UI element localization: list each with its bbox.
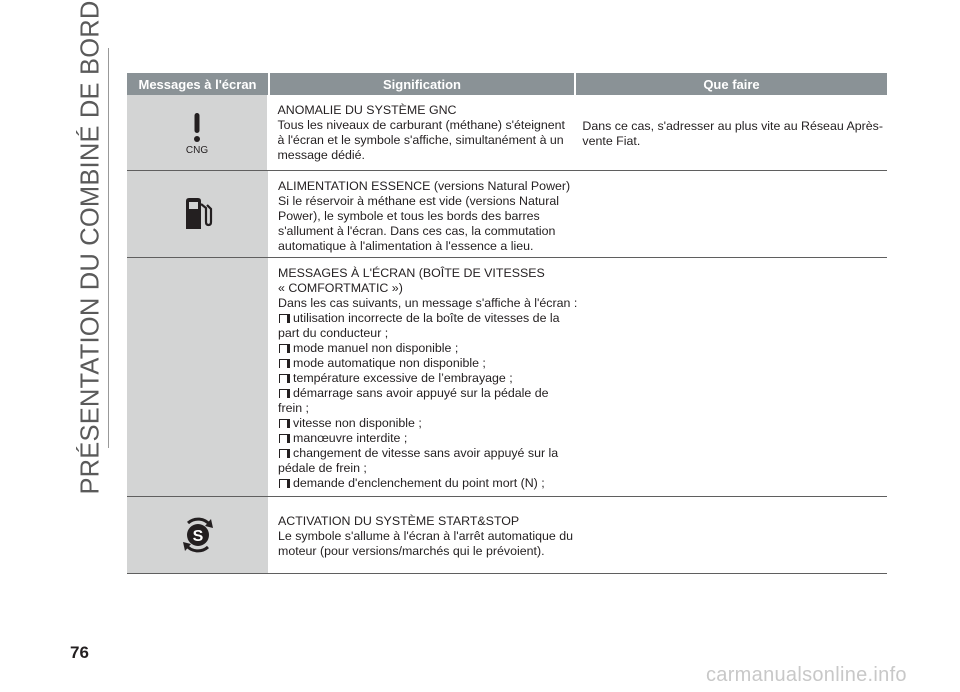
- header-que-faire: Que faire: [703, 76, 760, 92]
- row-title: « COMFORTMATIC »): [278, 281, 403, 295]
- list-item: vitesse non disponible ;: [278, 416, 568, 431]
- bullet-icon: [279, 374, 287, 383]
- page-number: 76: [70, 643, 89, 662]
- table-row: [127, 497, 887, 574]
- list-item: température excessive de l’embrayage ;: [278, 371, 568, 386]
- text-line: Si le réservoir à méthane est vide (versions Natural: [278, 194, 559, 208]
- text-line: vente Fiat.: [582, 134, 641, 148]
- section-title: PRÉSENTATION DU COMBINÉ DE BORD: [76, 0, 105, 495]
- table-row: [127, 171, 887, 258]
- text-line: s'allument à l'écran. Dans ces cas, la commutation: [278, 224, 556, 238]
- list-item: changement de vitesse sans avoir appuyé sur la: [278, 446, 568, 461]
- cng-warning-icon: [182, 111, 212, 155]
- list-item: mode automatique non disponible ;: [278, 356, 568, 371]
- icon-cell: [127, 497, 268, 573]
- signification-cell: [268, 171, 572, 257]
- icon-cell: [127, 171, 268, 257]
- action-cell: [572, 258, 887, 496]
- list-item: utilisation incorrecte de la boîte de vitesses de la: [278, 311, 568, 326]
- row-title: ACTIVATION DU SYSTÈME START&STOP: [278, 514, 520, 528]
- row-title: MESSAGES À L'ÉCRAN (BOÎTE DE VITESSES: [278, 266, 545, 280]
- action-cell: [572, 171, 887, 257]
- list-item: demande d'enclenchement du point mort (N) ;: [278, 476, 568, 491]
- text-line: message dédié.: [277, 148, 365, 162]
- text-line: Tous les niveaux de carburant (méthane) s'éteignent: [277, 118, 566, 132]
- signification-cell: [268, 258, 578, 496]
- text-line: automatique à l'alimentation à l'essence a lieu.: [278, 239, 534, 253]
- row-title: ANOMALIE DU SYSTÈME GNC: [277, 103, 457, 117]
- bullet-icon: [279, 434, 287, 443]
- bullet-icon: [279, 449, 287, 458]
- list-item: démarrage sans avoir appuyé sur la pédale de: [278, 386, 568, 401]
- table-row: [127, 95, 887, 171]
- icon-cell: [127, 258, 268, 496]
- bullet-icon: [279, 314, 287, 323]
- table-header: [127, 73, 887, 95]
- list-item-continuation: pédale de frein ;: [278, 461, 367, 475]
- text-line: à l'écran et le symbole s'affiche, simultanément à un: [277, 133, 564, 147]
- text-line: Dans les cas suivants, un message s'affiche à l'écran :: [278, 296, 578, 310]
- signification-cell: [267, 95, 570, 170]
- bullet-icon: [279, 389, 287, 398]
- section-divider: [108, 48, 109, 448]
- header-signification: Signification: [268, 73, 576, 95]
- list-item: manœuvre interdite ;: [278, 431, 568, 446]
- bullet-icon: [279, 359, 287, 368]
- action-cell: [570, 95, 887, 170]
- footer-watermark: carmanualsonline.info: [706, 664, 907, 686]
- bullet-icon: [279, 479, 287, 488]
- table-row: [127, 258, 887, 497]
- text-line: Dans ce cas, s'adresser au plus vite au Réseau Après-: [582, 119, 883, 133]
- bullet-icon: [279, 344, 287, 353]
- text-line: Le symbole s'allume à l'écran à l'arrêt automatique du: [278, 529, 573, 543]
- fuel-pump-icon: [183, 197, 213, 231]
- action-cell: [572, 497, 887, 573]
- list-item-continuation: frein ;: [278, 401, 309, 415]
- text-line: Power), le symbole et tous les bords des barres: [278, 209, 540, 223]
- icon-cell: [127, 95, 267, 170]
- list-item: mode manuel non disponible ;: [278, 341, 568, 356]
- svg-text:CNG: CNG: [186, 144, 209, 155]
- messages-table: [127, 73, 887, 574]
- row-title: ALIMENTATION ESSENCE (versions Natural Power): [278, 179, 571, 193]
- bullet-icon: [279, 419, 287, 428]
- start-stop-icon: [180, 515, 216, 555]
- signification-cell: [268, 497, 572, 573]
- svg-text:S: S: [192, 528, 203, 545]
- header-messages: Messages à l'écran: [138, 76, 257, 92]
- text-line: moteur (pour versions/marchés qui le prévoient).: [278, 544, 545, 558]
- list-item-continuation: part du conducteur ;: [278, 326, 389, 340]
